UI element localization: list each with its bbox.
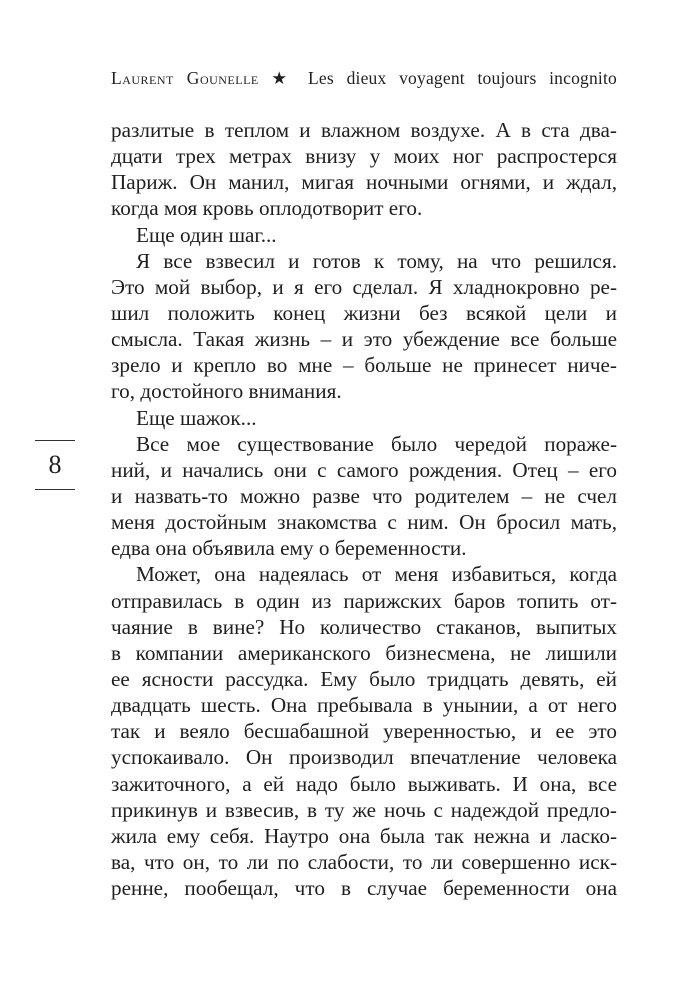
text-line: Все мое существование было чередой пораже- [136, 431, 617, 456]
text-line: когда моя кровь оплодотворит его. [111, 196, 423, 221]
text-line: шил положить конец жизни без всякой цели и [111, 300, 617, 325]
text-line: Это мой выбор, и я его сделал. Я хладнокровно ре- [111, 274, 617, 299]
text-line: и назвать-то можно разве что родителем – не счел [111, 483, 617, 508]
text-line: в компании американского бизнесмена, не лишили [111, 640, 617, 665]
text-line: смысла. Такая жизнь – и это убеждение все больше [111, 327, 617, 352]
header-author: Laurent Gounelle [111, 68, 259, 88]
body-text [111, 117, 617, 901]
text-line: го, достойного внимания. [111, 379, 342, 404]
text-line: едва она объявила ему о беременности. [111, 536, 467, 561]
text-line: так и веяло бесшабашной уверенностью, и ее это [111, 719, 617, 744]
text-line: ее ясности рассудка. Ему было тридцать девять, ей [111, 666, 617, 691]
text-line: отправилась в один из парижских баров топить от- [111, 588, 617, 613]
text-line: ренне, пообещал, что в случае беременности она [111, 876, 617, 901]
text-line: меня достойным знакомства с ним. Он бросил мать, [111, 510, 617, 535]
text-line: Я все взвесил и готов к тому, на что решился. [136, 248, 617, 273]
text-line: Париж. Он манил, мигая ночными огнями, и ждал, [111, 170, 617, 195]
text-line: ний, и начались они с самого рождения. Отец – его [111, 457, 617, 482]
text-line: разлитые в теплом и влажном воздухе. А в ста два- [111, 118, 617, 142]
text-line: жила ему себя. Наутро она была так нежна и ласко- [111, 823, 617, 848]
text-line: Еще шажок... [136, 405, 257, 430]
text-line: зрело и крепло во мне – больше не принесет ниче- [111, 353, 617, 378]
star-icon: ★ [271, 68, 296, 88]
text-line: ва, что он, то ли по слабости, то ли совершенно иск- [111, 849, 617, 874]
text-line: зажиточного, а ей надо было выживать. И она, все [111, 771, 617, 796]
running-header [111, 68, 617, 89]
text-line: чаяние в вине? Но количество стаканов, выпитых [111, 614, 617, 639]
text-line: успокаивало. Он производил впечатление человека [111, 745, 617, 770]
text-line: двадцать шесть. Она пребывала в унынии, а от него [111, 693, 617, 718]
text-line: прикинув и взвесив, в ту же ночь с надеждой предло- [111, 797, 617, 822]
text-line: Может, она надеялась от меня избавиться, когда [136, 562, 617, 587]
page-number: 8 [35, 440, 75, 490]
text-line: дцати трех метрах внизу у моих ног распростерся [111, 144, 617, 169]
text-line: Еще один шаг... [136, 222, 277, 247]
header-book-title: Les dieux voyagent toujours incognito [308, 68, 618, 88]
